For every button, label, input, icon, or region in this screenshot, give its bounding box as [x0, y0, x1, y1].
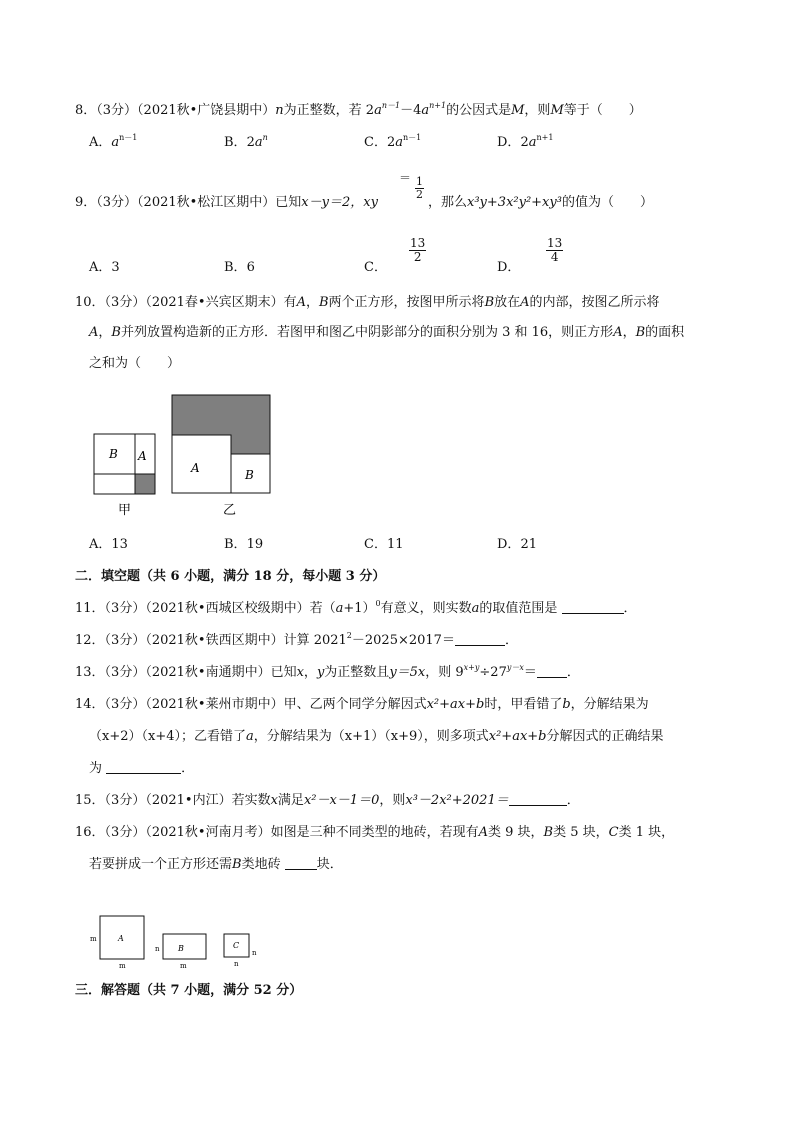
q11-source: 11．（3分）（2021秋•西城区校级期中）若（: [75, 601, 336, 616]
question-10-line2: [89, 324, 684, 342]
q10-var: B: [635, 325, 646, 340]
q14-text: （x+2）（x+4）；乙看错了: [89, 729, 246, 744]
q15-text: 满足: [277, 793, 304, 808]
q9-equals: [399, 171, 411, 185]
q14-poly: x²+ax+b: [426, 697, 485, 712]
q11-exp: 0: [375, 599, 381, 608]
option-letter: A．: [89, 537, 112, 552]
q10-text: 并列放置构造新的正方形．若图甲和图乙中阴影部分的面积分别为 3 和 16，则正方形: [120, 325, 614, 340]
option-coef: 2: [386, 135, 396, 150]
q10-var: A: [296, 295, 306, 310]
q16-var: A: [478, 825, 488, 840]
q13-text: ÷27: [479, 665, 507, 680]
q10-text: ，: [305, 295, 319, 310]
q8-option-c[interactable]: [364, 134, 421, 152]
option-exp: n+1: [536, 133, 554, 142]
option-letter: B．: [224, 260, 247, 275]
question-14-line2: [89, 728, 664, 746]
q9-text: ，那么: [428, 195, 468, 210]
option-letter: B．: [224, 537, 247, 552]
q10-option-c[interactable]: [364, 536, 404, 554]
q15-end: ．: [566, 793, 580, 808]
q13-text: ，: [303, 665, 317, 680]
option-value: 11: [386, 537, 404, 552]
q14-text: 分解因式的正确结果: [546, 729, 664, 744]
fraction-numerator: 1: [416, 175, 423, 188]
q10-text: 两个正方形，按图甲所示将: [328, 295, 485, 310]
q13-var: y: [316, 665, 325, 680]
option-letter: B．: [224, 135, 247, 150]
q16-text: 类地砖: [241, 857, 281, 872]
option-value: 3: [111, 260, 120, 275]
label-a: A: [191, 461, 200, 475]
q15-equation: x²－x－1＝0: [303, 793, 380, 808]
q8-source: 8．（3分）（2021秋•广饶县期中）: [75, 103, 276, 118]
option-letter: D．: [497, 537, 521, 552]
section-2-heading: 二．填空题（共 6 小题，满分 18 分，每小题 3 分）: [75, 569, 386, 584]
option-exp: n: [262, 133, 268, 142]
q9-rest: [428, 194, 653, 212]
q9-option-b[interactable]: [224, 259, 255, 277]
option-base: a: [395, 135, 403, 150]
q10-var: B: [111, 325, 121, 340]
q15-answer-blank[interactable]: [509, 792, 567, 806]
tile-b-rect: [163, 934, 206, 959]
q16-end: 块．: [316, 857, 343, 872]
q10-text: ，: [622, 325, 636, 340]
q8-option-d[interactable]: [497, 134, 553, 152]
tile-c-bottom-n: n: [234, 960, 239, 968]
q16-var: C: [608, 825, 619, 840]
q11-text: 的取值范围是: [479, 601, 558, 616]
q13-condition: y＝5x: [389, 665, 426, 680]
question-14-line1: [75, 696, 649, 714]
option-letter: A．: [89, 260, 112, 275]
q11-end: ．: [623, 601, 637, 616]
q14-end: ．: [181, 761, 195, 776]
option-letter: C．: [364, 135, 387, 150]
tile-a-label: A: [118, 934, 124, 943]
q9-source: 9．（3分）（2021秋•松江区期中）已知: [75, 195, 302, 210]
option-letter: D．: [497, 260, 521, 275]
q14-text: 为: [89, 761, 103, 776]
q8-exp: n－1: [381, 101, 401, 110]
q16-tiles-figure: [86, 910, 266, 972]
q10-var: A: [520, 295, 530, 310]
q16-text: 类 1 块，: [618, 825, 675, 840]
option-value: 19: [246, 537, 264, 552]
q10-text: ，: [98, 325, 112, 340]
option-letter: A．: [89, 135, 112, 150]
option-letter: C．: [364, 537, 387, 552]
q10-var: A: [89, 325, 99, 340]
q11-var: a: [471, 601, 480, 616]
label-a: A: [138, 449, 147, 463]
q10-var: B: [318, 295, 329, 310]
tile-b-side-n: n: [155, 945, 160, 953]
q9-expression: x³y+3x²y²+xy³: [467, 195, 562, 210]
question-9: [75, 194, 378, 212]
fraction-denominator: 2: [416, 188, 423, 201]
tile-a-side-m: m: [90, 935, 97, 943]
option-base: a: [111, 135, 120, 150]
option-letter: D．: [497, 135, 521, 150]
q14-source: 14．（3分）（2021秋•莱州市期中）甲、乙两个同学分解因式: [75, 697, 427, 712]
q8-var-n: n: [275, 103, 284, 118]
q9-condition: x－y＝2，: [301, 195, 364, 210]
q8-text: 的公因式是: [446, 103, 512, 118]
label-b: B: [109, 447, 118, 461]
q8-var-a: a: [421, 103, 430, 118]
q13-exp: y－x: [506, 663, 524, 672]
q8-text: ，则: [524, 103, 551, 118]
q16-text: 若要拼成一个正方形还需: [89, 857, 233, 872]
question-10-line3: [89, 355, 180, 373]
q16-source: 16．（3分）（2021秋•河南月考）如图是三种不同类型的地砖，若现有: [75, 825, 479, 840]
q8-var-a: a: [374, 103, 382, 118]
q10-source: 10．（3分）（2021春•兴宾区期末）有: [75, 295, 297, 310]
q11-var: a: [335, 601, 344, 616]
q12-answer-blank[interactable]: [455, 632, 505, 646]
q8-var-m: M: [511, 103, 525, 118]
tile-c-label: C: [233, 941, 240, 950]
q13-answer-blank[interactable]: [537, 664, 567, 678]
q12-text: －2025×2017＝: [351, 633, 455, 648]
question-14-line3: [89, 760, 194, 778]
q9-half: [415, 176, 424, 201]
q9-option-d[interactable]: [497, 259, 520, 277]
q15-var: x: [270, 793, 278, 808]
q9-option-c-fraction: [409, 237, 426, 264]
option-base: a: [528, 135, 537, 150]
q10-option-a[interactable]: [89, 536, 128, 554]
q10-option-b[interactable]: [224, 536, 263, 554]
q16-answer-blank[interactable]: [285, 856, 317, 870]
q16-var: B: [232, 857, 242, 872]
q13-end: ．: [566, 665, 580, 680]
q12-exp: 2: [346, 631, 352, 640]
q15-expression: x³－2x²+2021＝: [405, 793, 509, 808]
tile-b-bottom-m: m: [180, 962, 187, 970]
q14-text: ，分解结果为（x+1）（x+9），则多项式: [253, 729, 489, 744]
tile-c: [224, 934, 257, 968]
q10-text: 放在: [494, 295, 521, 310]
q9-option-c[interactable]: [364, 259, 387, 277]
question-10-line1: [75, 294, 660, 312]
q13-source: 13．（3分）（2021秋•南通期中）已知: [75, 665, 297, 680]
question-16-line1: [75, 824, 674, 842]
figure-yi: [172, 395, 270, 518]
q14-text: ，分解结果为: [570, 697, 649, 712]
question-16-line2: [89, 856, 343, 874]
q10-var: B: [484, 295, 495, 310]
option-value: 6: [246, 260, 255, 275]
q10-text: 的内部，按图乙所示将: [529, 295, 660, 310]
tile-a-bottom-m: m: [119, 962, 126, 970]
tile-b-label: B: [178, 944, 184, 953]
q16-text: 类 9 块，: [487, 825, 544, 840]
q14-text: 时，甲看错了: [484, 697, 563, 712]
figure-jia: [94, 434, 155, 518]
q9-xy: xy: [363, 195, 378, 210]
q15-text: ，则: [379, 793, 406, 808]
q11-answer-blank[interactable]: [562, 600, 624, 614]
q12-end: ．: [504, 633, 518, 648]
q8-text: －4: [400, 103, 422, 118]
q12-source: 12．（3分）（2021秋•铁西区期中）计算 2021: [75, 633, 347, 648]
option-coef: 2: [246, 135, 255, 150]
q13-text: ，则 9: [425, 665, 464, 680]
label-b: B: [245, 468, 254, 482]
fraction-denominator: 2: [413, 250, 422, 264]
tile-c-side-n: n: [252, 949, 257, 957]
q8-text: 为正整数，若 2: [283, 103, 375, 118]
q13-text: ＝: [523, 665, 537, 680]
q16-var: B: [543, 825, 554, 840]
option-coef: 2: [520, 135, 529, 150]
q9-eq-sign: ＝: [399, 171, 412, 185]
q9-text: 的值为（ ）: [561, 195, 653, 210]
question-8: [75, 102, 642, 120]
option-exp: n－1: [403, 133, 422, 142]
q8-text: 等于（ ）: [563, 103, 642, 118]
tile-a: [90, 916, 144, 970]
q15-source: 15．（3分）（2021•内江）若实数: [75, 793, 271, 808]
q14-var: a: [246, 729, 254, 744]
q14-var: b: [562, 697, 571, 712]
q14-answer-blank[interactable]: [106, 760, 181, 774]
q13-exp: x+y: [463, 663, 480, 672]
q9-option-d-fraction: [546, 237, 563, 264]
q8-option-b[interactable]: [224, 134, 268, 152]
q10-var: A: [613, 325, 623, 340]
q14-poly: x²+ax+b: [488, 729, 547, 744]
caption-jia: 甲: [118, 503, 132, 518]
q10-text: 的面积: [645, 325, 685, 340]
tile-b: [155, 934, 206, 970]
q8-exp: n+1: [429, 101, 447, 110]
q10-figures: [90, 392, 280, 527]
q8-option-a[interactable]: [89, 134, 137, 152]
q8-var-m: M: [550, 103, 564, 118]
q10-option-d[interactable]: [497, 536, 537, 554]
fraction-denominator: 4: [550, 250, 559, 264]
option-value: 21: [520, 537, 537, 552]
fraction-numerator: 13: [547, 236, 563, 250]
option-letter: C．: [364, 260, 387, 275]
q16-text: 类 5 块，: [553, 825, 609, 840]
square-a: [172, 435, 231, 493]
option-base: a: [254, 135, 263, 150]
caption-yi: 乙: [223, 503, 237, 518]
q11-text: +1）: [343, 601, 376, 616]
q13-text: 为正整数且: [324, 665, 390, 680]
q10-text: 之和为（ ）: [89, 356, 181, 371]
fraction-numerator: 13: [410, 236, 426, 250]
section-3-heading: 三．解答题（共 7 小题，满分 52 分）: [75, 983, 303, 998]
question-11: [75, 600, 637, 618]
q9-option-a[interactable]: [89, 259, 120, 277]
shaded-region: [135, 474, 155, 494]
question-13: [75, 664, 580, 682]
question-15: [75, 792, 580, 810]
option-value: 13: [111, 537, 128, 552]
option-exp: n－1: [119, 133, 138, 142]
q13-var: x: [296, 665, 304, 680]
question-12: [75, 632, 518, 650]
q11-text: 有意义，则实数: [380, 601, 472, 616]
